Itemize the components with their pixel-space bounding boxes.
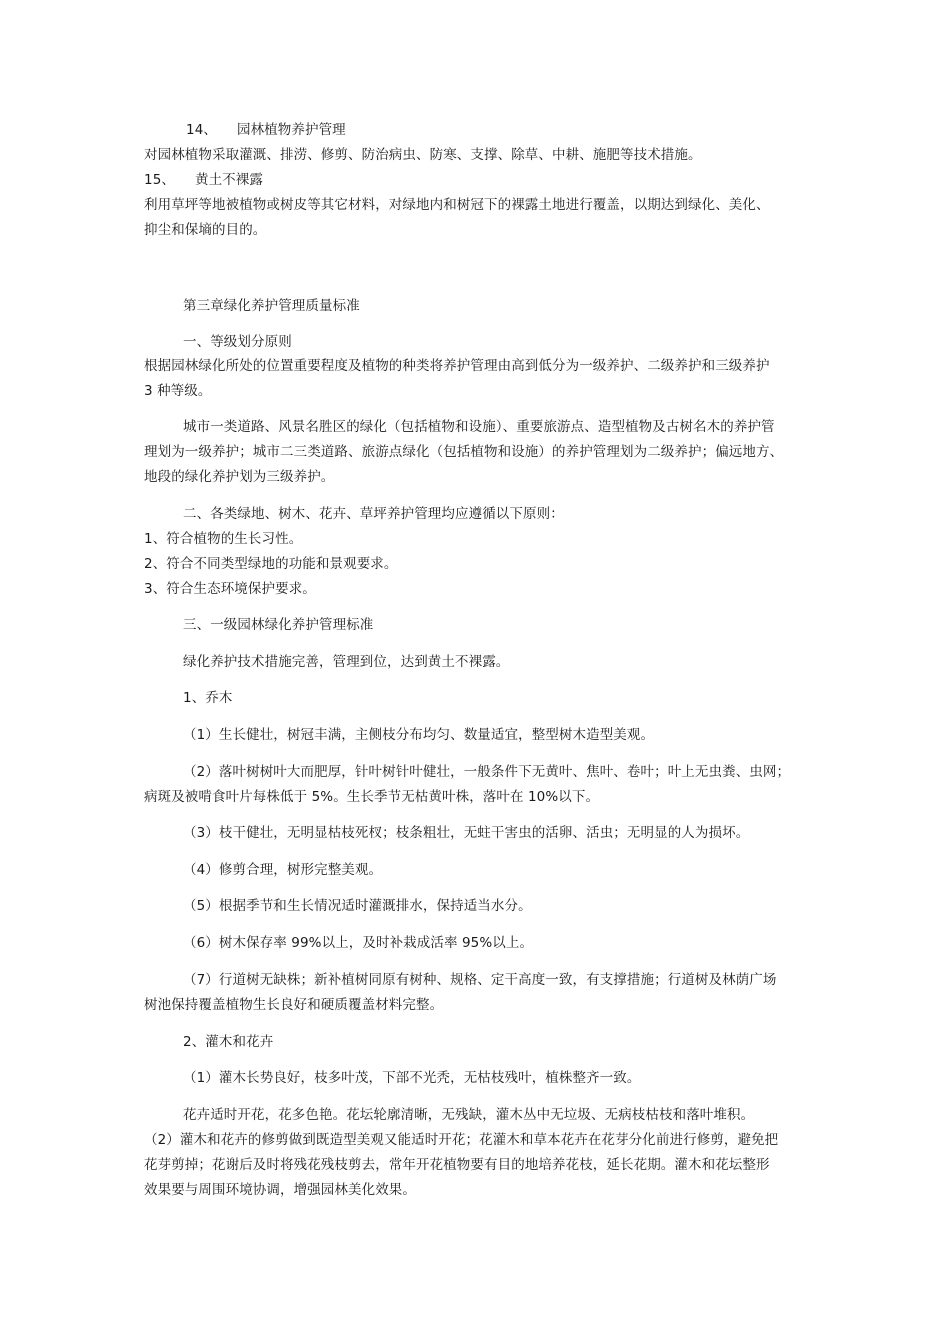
shrubs-item-2-line: 花芽剪掉；花谢后及时将残花残枝剪去，常年开花植物要有目的地培养花枝，延长花期。灌木和花坛整形: [144, 1157, 770, 1173]
part-3-intro: 绿化养护技术措施完善，管理到位，达到黄土不裸露。: [183, 654, 510, 670]
trees-item-5: （5）根据季节和生长情况适时灌溉排水，保持适当水分。: [183, 898, 532, 914]
trees-item-2-line: 病斑及被啃食叶片每株低于 5%。生长季节无枯黄叶株，落叶在 10%以下。: [144, 789, 600, 805]
section-15-title: 黄土不裸露: [194, 172, 263, 188]
shrubs-para-1: 花卉适时开花，花多色艳。花坛轮廓清晰，无残缺，灌木丛中无垃圾、无病枝枯枝和落叶堆积。: [183, 1107, 755, 1123]
section-14-title: 园林植物养护管理: [236, 122, 346, 138]
section-14-heading: [186, 121, 346, 139]
trees-item-4: （4）修剪合理，树形完整美观。: [183, 862, 383, 878]
chapter-3-title: 第三章绿化养护管理质量标准: [183, 298, 360, 314]
part-2-item: 1、符合植物的生长习性。: [144, 531, 303, 547]
shrubs-item-2-line: 效果要与周围环境协调，增强园林美化效果。: [144, 1182, 416, 1198]
trees-item-7-line: 树池保持覆盖植物生长良好和硬质覆盖材料完整。: [144, 997, 444, 1013]
section-15-number: 15、: [144, 172, 175, 188]
section-15-body-line: 利用草坪等地被植物或树皮等其它材料，对绿地内和树冠下的裸露土地进行覆盖，以期达到绿化、美化、: [144, 197, 770, 213]
trees-heading: 1、乔木: [183, 690, 233, 706]
part-1-para-2-line: 城市一类道路、风景名胜区的绿化（包括植物和设施）、重要旅游点、造型植物及古树名木的养护管: [183, 419, 775, 435]
section-14-body: 对园林植物采取灌溉、排涝、修剪、防治病虫、防寒、支撑、除草、中耕、施肥等技术措施。: [144, 147, 702, 163]
shrubs-item-1: （1）灌木长势良好，枝多叶茂，下部不光秃，无枯枝残叶，植株整齐一致。: [183, 1070, 641, 1086]
section-15-heading: [144, 171, 263, 189]
trees-item-6: （6）树木保存率 99%以上，及时补栽成活率 95%以上。: [183, 935, 534, 951]
part-1-para-1-line: 3 种等级。: [144, 383, 212, 399]
part-1-para-2-line: 地段的绿化养护划为三级养护。: [144, 469, 335, 485]
shrubs-heading: 2、灌木和花卉: [183, 1034, 274, 1050]
trees-item-1: （1）生长健壮，树冠丰满，主侧枝分布均匀、数量适宜，整型树木造型美观。: [183, 727, 655, 743]
shrubs-item-2-line: （2）灌木和花卉的修剪做到既造型美观又能适时开花；花灌木和草本花卉在花芽分化前进行修剪，避免把: [144, 1132, 779, 1148]
part-1-heading: 一、等级划分原则: [183, 334, 292, 350]
part-1-para-1-line: 根据园林绿化所处的位置重要程度及植物的种类将养护管理由高到低分为一级养护、二级养护和三级养护: [144, 358, 770, 374]
part-2-heading: 二、各类绿地、树木、花卉、草坪养护管理均应遵循以下原则：: [183, 506, 564, 522]
part-1-para-2-line: 理划为一级养护；城市二三类道路、旅游点绿化（包括植物和设施）的养护管理划为二级养护；偏远地方、: [144, 444, 784, 460]
trees-item-2-line: （2）落叶树树叶大而肥厚，针叶树针叶健壮，一般条件下无黄叶、焦叶、卷叶；叶上无虫粪、虫网；: [183, 764, 791, 780]
part-3-heading: 三、一级园林绿化养护管理标准: [183, 617, 374, 633]
part-2-item: 3、符合生态环境保护要求。: [144, 581, 316, 597]
section-14-number: 14、: [186, 122, 217, 138]
part-2-item: 2、符合不同类型绿地的功能和景观要求。: [144, 556, 398, 572]
trees-item-3: （3）枝干健壮，无明显枯枝死杈；枝条粗壮，无蛀干害虫的活卵、活虫；无明显的人为损坏。: [183, 825, 750, 841]
section-15-body-line: 抑尘和保墒的目的。: [144, 222, 267, 238]
trees-item-7-line: （7）行道树无缺株；新补植树同原有树种、规格、定干高度一致，有支撑措施；行道树及林荫广场: [183, 972, 777, 988]
